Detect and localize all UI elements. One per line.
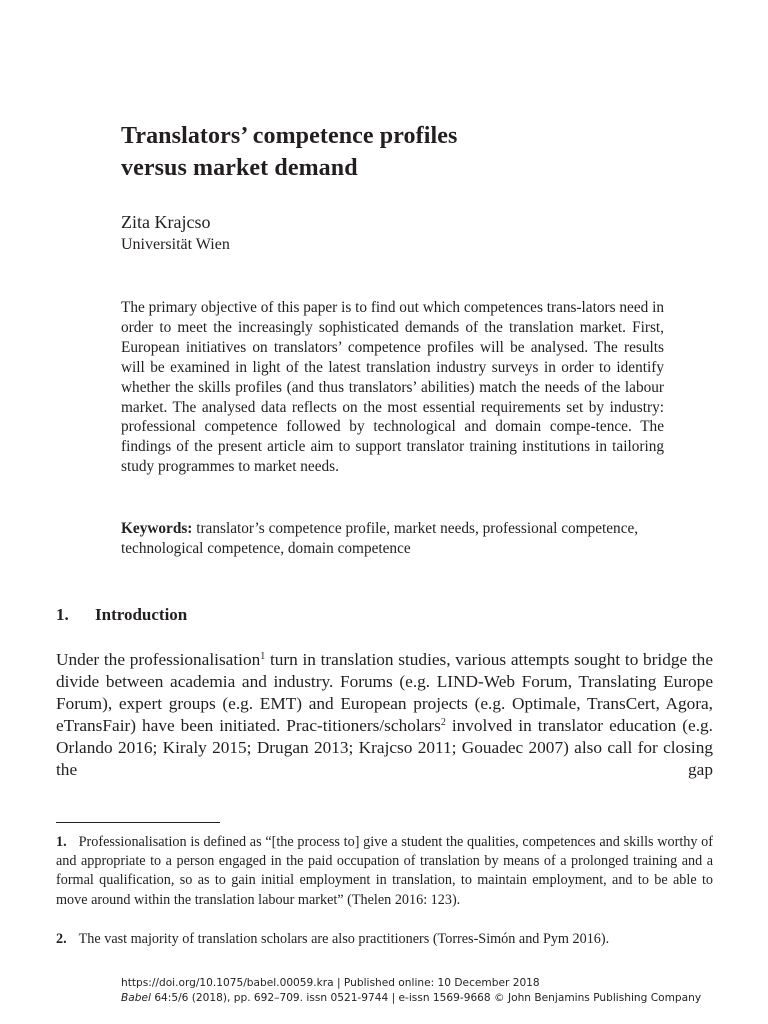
abstract: The primary objective of this paper is to find out which competences trans-lators need in order to meet the increasingly sophisticated demands of the translation market. First, European initiatives on translators’ competence profiles will be analysed. The results will be examined in light of the latest translation industry surveys in order to identify whether the skills profiles (and thus translators’ abilities) match the needs of the labour market. The analysed data reflects on the most essential requirements set by industry: professional competence followed by technological and domain compe-tence. The findings of the present article aim to support translator training institutions in tailoring study programmes to market needs.	[121, 299, 664, 476]
footnote-number: 1.	[56, 834, 67, 850]
footnote-text: Professionalisation is defined as “[the process to] give a student the qualities, competences and skills worthy of and appropriate to a person engaged in the paid occupation of translation by means of a prolonged training and a formal qualification, so as to gain initial employment in translation, to maintain employment, and to be able to move around within the translation labour market” (Thelen 2016: 123).	[56, 834, 713, 908]
author-affiliation: Universität Wien	[121, 236, 230, 253]
footnote-number: 2.	[56, 931, 67, 947]
author-name: Zita Krajcso	[121, 212, 211, 232]
body-text-part-2: turn in translation studies, various attempts sought to bridge the divide between academia and industry. Forums (e.g. LIND-Web Forum, Translating Europe Forum), expert groups (e.g. EMT) and European projects (e.g. Optimale, TransCert, Agora, eTransFair) have been initiated. Prac-titioners/scholars	[56, 650, 713, 735]
doi-line[interactable]: https://doi.org/10.1075/babel.00059.kra | Published online: 10 December 2018	[121, 977, 540, 989]
footnote-text: The vast majority of translation scholars are also practitioners (Torres-Simón and Pym 2016).	[78, 931, 610, 947]
keywords-label: Keywords:	[121, 520, 193, 537]
body-paragraph	[56, 649, 713, 781]
body-text-part-3: involved in translator education (e.g. Orlando 2016; Kiraly 2015; Drugan 2013; Krajcso 2011; Gouadec 2007) also call for closing the gap	[56, 716, 713, 779]
footnote-1	[56, 833, 713, 910]
footnote-2	[56, 930, 713, 949]
journal-details: 64:5/6 (2018), pp. 692–709. issn 0521-9744 | e-issn 1569-9668 © John Benjamins Publishing Company	[150, 992, 702, 1004]
body-text-part-1: Under the professionalisation	[56, 650, 261, 669]
journal-name: Babel	[121, 992, 151, 1004]
section-title: Introduction	[95, 605, 188, 624]
section-number: 1.	[56, 605, 69, 624]
journal-line	[121, 990, 721, 1006]
footnote-ref-2[interactable]: 2	[440, 717, 446, 728]
keywords-text: translator’s competence profile, market needs, professional competence, technological competence, domain competence	[121, 520, 639, 557]
keywords	[121, 519, 664, 559]
title-line-2: versus market demand	[121, 155, 358, 181]
section-heading	[56, 604, 187, 626]
article-title	[121, 120, 681, 184]
footnote-ref-1[interactable]: 1	[260, 651, 266, 662]
title-line-1: Translators’ competence profiles	[121, 123, 458, 149]
footnote-divider	[56, 822, 220, 823]
